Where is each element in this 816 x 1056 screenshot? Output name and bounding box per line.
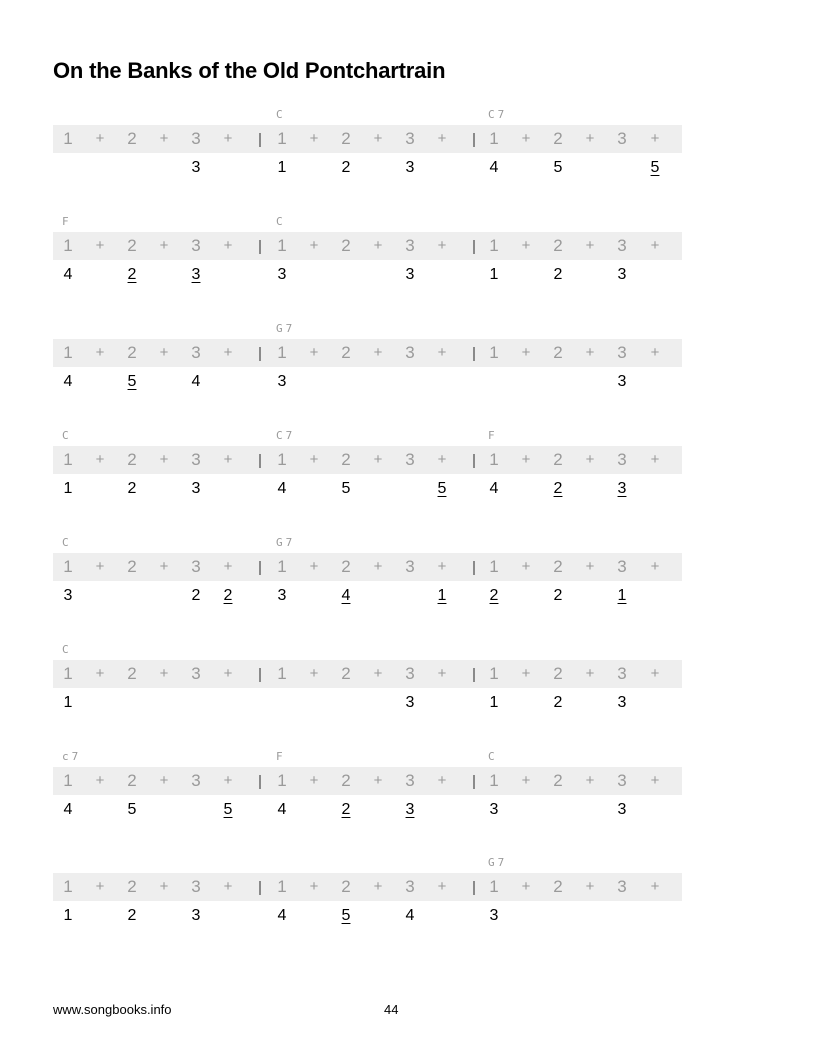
note-number: 4 <box>489 159 499 176</box>
beat-label: 3 <box>191 236 201 255</box>
beat-label: + <box>585 772 595 789</box>
chord-label: C <box>62 643 72 656</box>
chord-label: F <box>276 750 286 763</box>
beat-label: 3 <box>405 343 415 362</box>
note-number: 2 <box>127 907 137 924</box>
bar-separator <box>473 454 475 468</box>
beat-label: + <box>223 130 233 147</box>
tab-section <box>0 856 816 956</box>
beat-label: + <box>159 130 169 147</box>
beat-label: 1 <box>277 557 287 576</box>
beat-label: + <box>437 665 447 682</box>
beat-label: 1 <box>63 450 73 469</box>
beat-label: + <box>650 130 660 147</box>
beat-label: 3 <box>405 236 415 255</box>
note-number: 4 <box>63 266 73 283</box>
chord-label: G7 <box>276 322 296 335</box>
note-number: 3 <box>191 159 201 176</box>
beat-label: + <box>159 344 169 361</box>
beat-label: + <box>585 344 595 361</box>
beat-label: 1 <box>277 877 287 896</box>
beat-label: 1 <box>277 771 287 790</box>
beat-label: 2 <box>553 877 563 896</box>
beat-label: 1 <box>277 236 287 255</box>
beat-label: + <box>95 772 105 789</box>
chord-label: G7 <box>488 856 508 869</box>
bar-separator <box>473 668 475 682</box>
chord-label: C7 <box>276 429 296 442</box>
bar-separator <box>259 775 261 789</box>
beat-label: + <box>437 237 447 254</box>
beat-label: + <box>521 237 531 254</box>
beat-label: 3 <box>617 343 627 362</box>
beat-label: 1 <box>63 877 73 896</box>
beat-label: 2 <box>553 450 563 469</box>
beat-label: + <box>521 772 531 789</box>
beat-label: 2 <box>127 664 137 683</box>
beat-label: + <box>437 130 447 147</box>
note-number: 2 <box>127 480 137 497</box>
note-number: 3 <box>63 587 73 604</box>
beat-label: 2 <box>127 129 137 148</box>
note-number: 1 <box>617 587 627 604</box>
beat-label: + <box>521 130 531 147</box>
page-number: 44 <box>384 1002 399 1017</box>
beat-label: + <box>521 878 531 895</box>
beat-label: + <box>223 772 233 789</box>
beat-label: + <box>95 665 105 682</box>
beat-label: 2 <box>127 236 137 255</box>
tab-section <box>0 322 816 422</box>
beat-label: + <box>437 451 447 468</box>
beat-label: + <box>95 237 105 254</box>
beat-label: + <box>373 878 383 895</box>
beat-label: + <box>650 772 660 789</box>
note-number: 4 <box>63 801 73 818</box>
beat-label: + <box>437 558 447 575</box>
beat-label: 1 <box>277 343 287 362</box>
beat-label: + <box>521 344 531 361</box>
beat-label: + <box>373 772 383 789</box>
beat-label: 3 <box>405 129 415 148</box>
beat-label: 2 <box>341 877 351 896</box>
note-number: 4 <box>63 373 73 390</box>
bar-separator <box>259 347 261 361</box>
bar-separator <box>259 668 261 682</box>
note-number: 2 <box>341 159 351 176</box>
beat-label: 3 <box>191 129 201 148</box>
note-number: 4 <box>341 587 351 604</box>
beat-label: 2 <box>341 129 351 148</box>
beat-label: + <box>95 344 105 361</box>
note-number: 3 <box>617 266 627 283</box>
note-number: 3 <box>277 373 287 390</box>
beat-label: + <box>223 344 233 361</box>
note-number: 2 <box>553 694 563 711</box>
beat-label: + <box>309 344 319 361</box>
beat-label: 2 <box>127 771 137 790</box>
beat-label: 2 <box>553 343 563 362</box>
beat-label: 2 <box>553 557 563 576</box>
beat-label: 2 <box>341 236 351 255</box>
beat-label: 1 <box>489 557 499 576</box>
beat-label: 2 <box>341 664 351 683</box>
note-number: 5 <box>223 801 233 818</box>
beat-label: + <box>585 558 595 575</box>
beat-label: 3 <box>617 877 627 896</box>
beat-label: + <box>95 878 105 895</box>
note-number: 3 <box>617 801 627 818</box>
beat-label: 1 <box>489 664 499 683</box>
beat-label: 3 <box>617 664 627 683</box>
note-number: 2 <box>489 587 499 604</box>
beat-label: + <box>373 344 383 361</box>
beat-label: 3 <box>405 877 415 896</box>
note-number: 2 <box>553 266 563 283</box>
bar-separator <box>473 561 475 575</box>
note-number: 2 <box>553 480 563 497</box>
chord-label: G7 <box>276 536 296 549</box>
note-number: 4 <box>277 480 287 497</box>
tab-section <box>0 108 816 208</box>
beat-label: + <box>159 237 169 254</box>
beat-label: + <box>223 878 233 895</box>
beat-label: 1 <box>63 557 73 576</box>
bar-separator <box>259 240 261 254</box>
beat-label: 2 <box>341 771 351 790</box>
beat-label: + <box>159 772 169 789</box>
note-number: 2 <box>191 587 201 604</box>
beat-label: 2 <box>553 664 563 683</box>
beat-label: + <box>650 451 660 468</box>
beat-label: + <box>437 344 447 361</box>
bar-separator <box>259 133 261 147</box>
beat-label: + <box>223 558 233 575</box>
note-number: 3 <box>617 694 627 711</box>
beat-label: 1 <box>489 129 499 148</box>
note-number: 3 <box>405 159 415 176</box>
beat-label: 1 <box>489 236 499 255</box>
note-number: 3 <box>191 266 201 283</box>
beat-label: + <box>373 665 383 682</box>
beat-label: 1 <box>277 450 287 469</box>
beat-label: 3 <box>191 877 201 896</box>
chord-label: F <box>488 429 498 442</box>
beat-label: 1 <box>63 343 73 362</box>
beat-label: + <box>159 451 169 468</box>
note-number: 1 <box>63 907 73 924</box>
beat-label: 1 <box>63 664 73 683</box>
beat-label: + <box>95 130 105 147</box>
note-number: 5 <box>127 373 137 390</box>
bar-separator <box>473 881 475 895</box>
note-number: 5 <box>437 480 447 497</box>
note-number: 2 <box>223 587 233 604</box>
beat-label: + <box>585 665 595 682</box>
beat-label: 1 <box>63 771 73 790</box>
beat-label: + <box>650 237 660 254</box>
beat-label: 3 <box>191 450 201 469</box>
note-number: 4 <box>277 907 287 924</box>
footer-url[interactable]: www.songbooks.info <box>53 1002 172 1017</box>
tab-section <box>0 215 816 315</box>
beat-label: 3 <box>617 129 627 148</box>
note-number: 3 <box>489 801 499 818</box>
beat-label: + <box>373 130 383 147</box>
note-number: 1 <box>277 159 287 176</box>
page-title: On the Banks of the Old Pontchartrain <box>53 58 446 83</box>
beat-label: + <box>585 237 595 254</box>
note-number: 4 <box>489 480 499 497</box>
beat-label: + <box>521 451 531 468</box>
beat-label: 3 <box>191 771 201 790</box>
note-number: 3 <box>489 907 499 924</box>
bar-separator <box>259 881 261 895</box>
note-number: 3 <box>405 694 415 711</box>
beat-label: + <box>159 665 169 682</box>
beat-label: 3 <box>405 450 415 469</box>
note-number: 1 <box>489 266 499 283</box>
beat-label: 1 <box>63 129 73 148</box>
beat-label: 1 <box>489 771 499 790</box>
beat-label: + <box>437 772 447 789</box>
note-number: 5 <box>553 159 563 176</box>
beat-label: + <box>373 237 383 254</box>
beat-label: + <box>309 772 319 789</box>
beat-label: 2 <box>341 450 351 469</box>
beat-label: + <box>650 878 660 895</box>
beat-label: 3 <box>191 343 201 362</box>
beat-label: 2 <box>553 771 563 790</box>
beat-label: + <box>437 878 447 895</box>
note-number: 5 <box>650 159 660 176</box>
beat-label: 1 <box>489 450 499 469</box>
note-number: 5 <box>127 801 137 818</box>
note-number: 2 <box>341 801 351 818</box>
beat-label: + <box>309 451 319 468</box>
beat-label: + <box>585 130 595 147</box>
chord-label: C <box>488 750 498 763</box>
note-number: 2 <box>553 587 563 604</box>
beat-label: 3 <box>617 557 627 576</box>
beat-label: + <box>650 665 660 682</box>
beat-label: + <box>309 665 319 682</box>
beat-label: + <box>223 237 233 254</box>
bar-separator <box>473 347 475 361</box>
note-number: 3 <box>617 480 627 497</box>
note-number: 5 <box>341 480 351 497</box>
beat-label: 1 <box>489 343 499 362</box>
bar-separator <box>473 775 475 789</box>
tab-section <box>0 750 816 850</box>
beat-label: 2 <box>127 557 137 576</box>
beat-label: + <box>309 237 319 254</box>
beat-label: 2 <box>127 877 137 896</box>
beat-label: 2 <box>341 557 351 576</box>
beat-label: 1 <box>489 877 499 896</box>
beat-label: + <box>309 130 319 147</box>
beat-label: + <box>95 558 105 575</box>
note-number: 2 <box>127 266 137 283</box>
beat-label: 2 <box>127 450 137 469</box>
bar-separator <box>259 561 261 575</box>
beat-label: 3 <box>191 557 201 576</box>
beat-label: 1 <box>277 664 287 683</box>
tab-section <box>0 536 816 636</box>
beat-label: + <box>650 558 660 575</box>
chord-label: C <box>62 429 72 442</box>
note-number: 4 <box>277 801 287 818</box>
beat-label: + <box>373 451 383 468</box>
note-number: 3 <box>191 907 201 924</box>
beat-label: + <box>95 451 105 468</box>
note-number: 1 <box>489 694 499 711</box>
note-number: 4 <box>405 907 415 924</box>
bar-separator <box>259 454 261 468</box>
beat-label: + <box>159 878 169 895</box>
note-number: 3 <box>277 587 287 604</box>
beat-label: + <box>585 878 595 895</box>
bar-separator <box>473 133 475 147</box>
beat-label: 2 <box>553 236 563 255</box>
beat-label: 3 <box>617 236 627 255</box>
beat-label: 3 <box>617 771 627 790</box>
chord-label: C <box>276 108 286 121</box>
note-number: 3 <box>277 266 287 283</box>
tab-section <box>0 643 816 743</box>
beat-label: + <box>309 878 319 895</box>
bar-separator <box>473 240 475 254</box>
chord-label: C7 <box>488 108 508 121</box>
beat-label: + <box>309 558 319 575</box>
beat-label: 2 <box>127 343 137 362</box>
beat-label: + <box>223 665 233 682</box>
beat-label: 3 <box>405 771 415 790</box>
note-number: 3 <box>405 801 415 818</box>
chord-label: C <box>62 536 72 549</box>
note-number: 1 <box>437 587 447 604</box>
beat-label: + <box>223 451 233 468</box>
beat-label: 3 <box>405 557 415 576</box>
beat-label: 1 <box>63 236 73 255</box>
beat-label: + <box>585 451 595 468</box>
note-number: 1 <box>63 694 73 711</box>
chord-label: F <box>62 215 72 228</box>
note-number: 5 <box>341 907 351 924</box>
note-number: 1 <box>63 480 73 497</box>
beat-label: 3 <box>617 450 627 469</box>
beat-label: 2 <box>341 343 351 362</box>
note-number: 3 <box>617 373 627 390</box>
beat-label: + <box>521 558 531 575</box>
beat-label: 3 <box>405 664 415 683</box>
chord-label: C <box>276 215 286 228</box>
beat-label: + <box>650 344 660 361</box>
beat-label: 1 <box>277 129 287 148</box>
note-number: 3 <box>405 266 415 283</box>
beat-label: 2 <box>553 129 563 148</box>
beat-label: 3 <box>191 664 201 683</box>
tab-section <box>0 429 816 529</box>
beat-label: + <box>159 558 169 575</box>
note-number: 3 <box>191 480 201 497</box>
beat-label: + <box>373 558 383 575</box>
chord-label: c7 <box>62 750 82 763</box>
beat-label: + <box>521 665 531 682</box>
note-number: 4 <box>191 373 201 390</box>
